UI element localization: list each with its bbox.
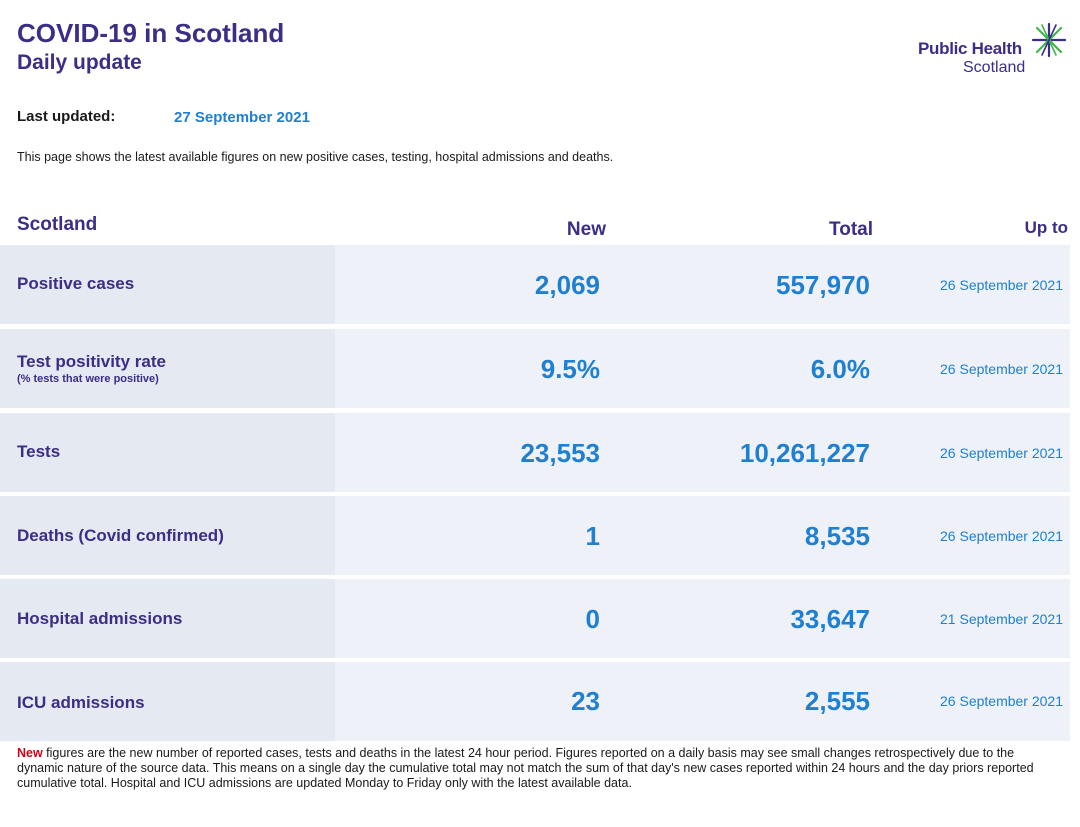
intro-text: This page shows the latest available figures on new positive cases, testing, hospital admissions and deaths.	[17, 150, 614, 164]
logo-text-line1: Public Health	[918, 39, 1022, 58]
row-up-to-date: 26 September 2021	[940, 361, 1063, 377]
row-new-value: 2,069	[534, 270, 600, 300]
row-new-value: 9.5%	[540, 354, 600, 384]
column-header-total: Total	[829, 219, 873, 240]
row-label: Tests	[17, 442, 61, 461]
row-label: Hospital admissions	[17, 609, 183, 628]
row-total-value: 557,970	[776, 270, 870, 300]
row-new-value: 1	[585, 521, 600, 551]
row-up-to-date: 26 September 2021	[940, 277, 1063, 293]
row-label: Positive cases	[17, 274, 135, 293]
row-up-to-date: 21 September 2021	[940, 611, 1063, 627]
table-row	[0, 579, 1070, 658]
row-label: Deaths (Covid confirmed)	[17, 526, 224, 545]
public-health-scotland-logo	[918, 22, 1070, 80]
last-updated-date: 27 September 2021	[174, 109, 310, 126]
row-label: ICU admissions	[17, 693, 145, 712]
footnote-key-term: New	[17, 746, 43, 760]
row-total-value: 33,647	[790, 604, 870, 634]
table-row	[0, 496, 1070, 575]
row-total-value: 10,261,227	[739, 438, 870, 468]
row-total-value: 8,535	[804, 521, 870, 551]
row-sublabel: (% tests that were positive)	[17, 373, 159, 385]
last-updated-label: Last updated:	[17, 108, 116, 125]
table-row	[0, 245, 1070, 324]
column-header-region: Scotland	[17, 214, 98, 235]
page-subtitle: Daily update	[17, 51, 142, 74]
row-up-to-date: 26 September 2021	[940, 445, 1063, 461]
row-total-value: 2,555	[804, 686, 870, 716]
table-row	[0, 329, 1070, 408]
footnote	[17, 746, 1062, 791]
column-header-new: New	[566, 219, 606, 240]
row-total-value: 6.0%	[810, 354, 870, 384]
row-new-value: 23,553	[520, 438, 600, 468]
table-row	[0, 662, 1070, 741]
logo-text-line2: Scotland	[963, 59, 1026, 76]
row-up-to-date: 26 September 2021	[940, 693, 1063, 709]
table-row	[0, 413, 1070, 492]
row-new-value: 0	[585, 604, 600, 634]
row-new-value: 23	[571, 686, 600, 716]
table-header	[0, 210, 1080, 244]
row-up-to-date: 26 September 2021	[940, 528, 1063, 544]
column-header-up-to: Up to	[1024, 218, 1068, 237]
star-burst-icon	[1031, 22, 1067, 58]
footnote-text: figures are the new number of reported cases, tests and deaths in the latest 24 hour period. Figures reported on a daily basis may see small changes retrospectively due to the dynamic nature of the source data. This means on a single day the cumulative total may not match the sum of that day's new cases reported within 24 hours and the day priors reported cumulative total. Hospital and ICU admissions are updated Monday to Friday only with the latest available data.	[17, 746, 1034, 790]
page-title: COVID-19 in Scotland	[17, 18, 285, 48]
row-label: Test positivity rate	[17, 352, 166, 371]
